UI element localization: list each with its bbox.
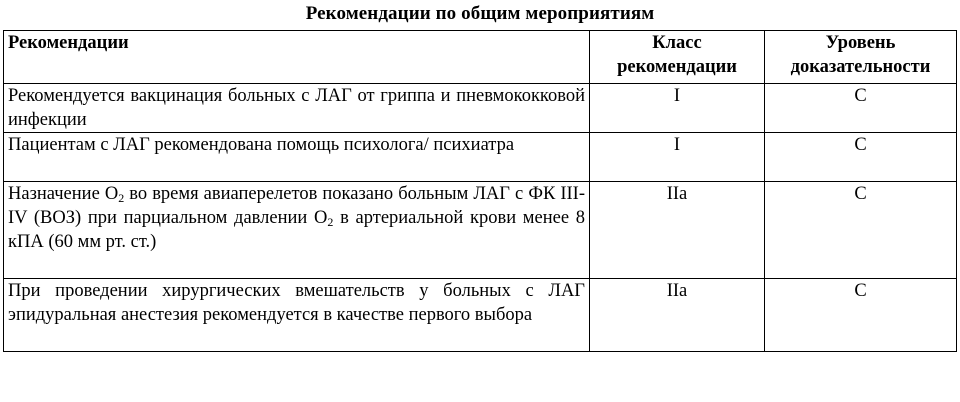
recommendation-class: IIa [590,279,765,352]
table-row [4,279,957,352]
evidence-level: C [765,182,957,279]
recommendation-text: При проведении хирургических вмешательств у больных с ЛАГ эпидуральная анестезия рекомендуется в качестве первого выбора [4,279,590,352]
subscript: 2 [118,191,125,205]
recommendation-class: I [590,84,765,133]
recommendation-class: IIa [590,182,765,279]
evidence-level: C [765,84,957,133]
recommendation-text: Рекомендуется вакцинация больных с ЛАГ от гриппа и пневмококковой инфекции [4,84,590,133]
recommendation-text-part: в артериальной крови менее 8 кПА (60 мм рт. ст.) [8,208,585,252]
recommendation-class: I [590,133,765,182]
subscript: 2 [327,215,334,229]
recommendation-text [4,182,590,279]
table-row [4,182,957,279]
table-caption: Рекомендации по общим мероприятиям [305,3,655,24]
header-recommendations: Рекомендации [4,31,590,84]
header-recommendation-class: Класс рекомендации [590,31,765,84]
evidence-level: C [765,279,957,352]
recommendations-table [3,30,957,352]
recommendation-text-part: Назначение O [8,184,119,204]
recommendation-text-part: во время авиаперелетов показано больным ЛАГ с ФК III-IV (ВОЗ) при парциальном давлении O [8,184,585,228]
recommendation-text: Пациентам с ЛАГ рекомендована помощь психолога/ психиатра [4,133,590,182]
header-evidence-level: Уровень доказательности [765,31,957,84]
table-row [4,133,957,182]
table-header-row [4,31,957,84]
evidence-level: C [765,133,957,182]
table-row [4,84,957,133]
